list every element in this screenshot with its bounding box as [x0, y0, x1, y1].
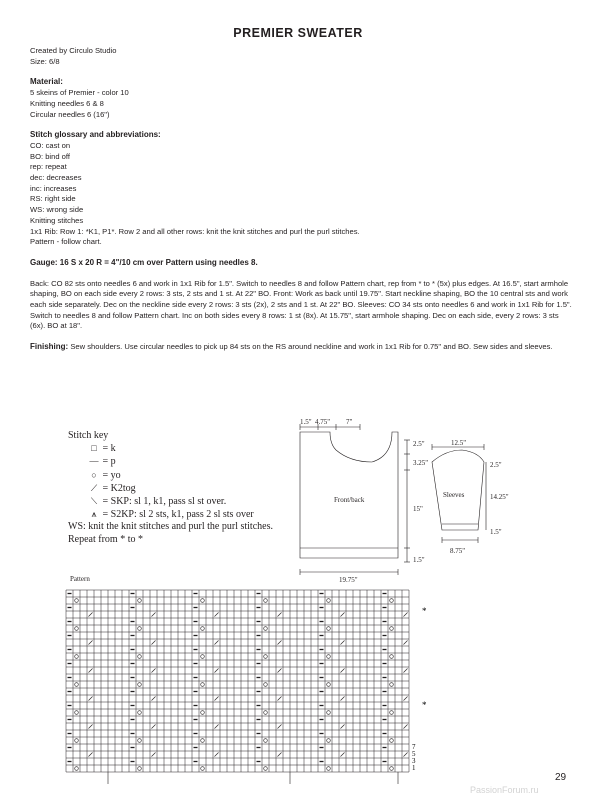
yo-stitch	[201, 599, 205, 603]
square-icon: □	[91, 443, 97, 454]
k2tog-stitch	[278, 725, 282, 729]
k2tog-stitch	[278, 641, 282, 645]
ws-note: WS: knit the knit stitches and purl the purl stitches.	[68, 521, 273, 533]
yo-stitch	[75, 767, 79, 771]
glossary-line: 1x1 Rib: Row 1: *K1, P1*. Row 2 and all other rows: knit the knit stitches and purl the purl stitches.	[30, 226, 360, 236]
glossary-line: RS: right side	[30, 194, 76, 204]
yo-stitch	[138, 767, 142, 771]
yo-stitch	[201, 739, 205, 743]
dim-sleeve-length: 14.25"	[490, 493, 509, 501]
yo-stitch	[327, 683, 331, 687]
glossary-line: Knitting stitches	[30, 215, 84, 225]
k2tog-stitch	[152, 641, 156, 645]
yo-stitch	[264, 627, 268, 631]
yo-stitch	[201, 711, 205, 715]
dim-width: 19.75"	[339, 576, 358, 584]
k2tog-stitch	[215, 753, 219, 757]
yo-stitch	[327, 655, 331, 659]
yo-stitch	[201, 655, 205, 659]
finishing-label: Finishing:	[30, 342, 69, 352]
page-title: PREMIER SWEATER	[233, 26, 363, 40]
yo-stitch	[390, 767, 394, 771]
k2tog-stitch	[152, 725, 156, 729]
dim-sleeve-cap: 2.5"	[490, 461, 502, 469]
pattern-label: Pattern	[70, 575, 90, 583]
k2tog-stitch	[215, 669, 219, 673]
chart-row-number: 7	[412, 743, 416, 751]
k2tog-stitch	[404, 753, 408, 757]
dim-body: 15"	[413, 505, 423, 513]
k2tog-stitch	[152, 697, 156, 701]
yo-stitch	[75, 711, 79, 715]
k2tog-stitch	[278, 697, 282, 701]
k2tog-stitch	[341, 669, 345, 673]
glossary-line: WS: wrong side	[30, 205, 84, 215]
glossary-line: CO: cast on	[30, 140, 71, 150]
k2tog-stitch	[152, 669, 156, 673]
repeat-mark: *	[422, 700, 427, 710]
yo-stitch	[138, 683, 142, 687]
yo-stitch	[390, 683, 394, 687]
credit-line: Created by Circulo Studio	[30, 46, 117, 55]
k2tog-stitch	[278, 753, 282, 757]
back-instructions: (6x). BO at 18".	[30, 321, 83, 331]
s2kp-icon: ⩚	[91, 509, 97, 520]
dim-neck-side: 4.75"	[315, 418, 331, 426]
stitch-key-item: — = p	[89, 456, 116, 468]
k2tog-stitch	[89, 641, 93, 645]
k2tog-stitch	[89, 613, 93, 617]
yo-stitch	[327, 599, 331, 603]
yo-stitch	[327, 711, 331, 715]
glossary-line: rep: repeat	[30, 162, 67, 172]
k2tog-stitch	[152, 613, 156, 617]
dash-icon: —	[89, 456, 99, 467]
k2tog-stitch	[215, 725, 219, 729]
yo-stitch	[201, 627, 205, 631]
glossary-line: Pattern - follow chart.	[30, 237, 102, 247]
k2tog-stitch	[89, 669, 93, 673]
stitch-key-item: ⟋ = K2tog	[68, 482, 318, 495]
yo-stitch	[138, 627, 142, 631]
back-instructions: Switch to needles 8 and follow Pattern chart. Inc on both sides every 8 rows: 1 st (8x). At 15.75", start armhole shaping. Dec on each side, every 2 rows: 3 sts	[30, 310, 559, 320]
dim-sleeve-bottom: 8.75"	[450, 547, 466, 555]
k2tog-stitch	[404, 613, 408, 617]
yo-stitch	[327, 627, 331, 631]
k2tog-icon: ⟋	[90, 482, 98, 493]
page-number: 29	[555, 772, 567, 783]
repeat-mark: *	[422, 606, 427, 616]
dim-sleeve-rib: 1.5"	[490, 528, 502, 536]
stitch-key-item: ⟍ = SKP: sl 1, k1, pass sl st over.	[68, 495, 318, 508]
yo-stitch	[264, 739, 268, 743]
skp-icon: ⟍	[90, 496, 98, 507]
yo-stitch	[138, 739, 142, 743]
k2tog-stitch	[89, 697, 93, 701]
yo-stitch	[201, 683, 205, 687]
k2tog-stitch	[341, 725, 345, 729]
watermark: PassionForum.ru	[470, 785, 539, 795]
back-instructions: shaping, BO on each side every 2 rows: 3 sts, 2 sts and 1 st. At 22" BO. Front: Work as back until 19.75". Start neckline shaping, BO the 10 central sts and work	[30, 289, 568, 299]
material-heading: Material:	[30, 77, 63, 87]
yo-stitch	[75, 627, 79, 631]
yo-stitch	[390, 599, 394, 603]
k2tog-stitch	[278, 669, 282, 673]
glossary-heading: Stitch glossary and abbreviations:	[30, 130, 161, 140]
yo-stitch	[75, 599, 79, 603]
yo-stitch	[75, 683, 79, 687]
dim-sleeve-top: 12.5"	[451, 439, 467, 447]
glossary-line: inc: increases	[30, 183, 77, 193]
stitch-key-item: □ = k	[68, 442, 318, 455]
material-line: Knitting needles 6 & 8	[30, 98, 104, 108]
k2tog-stitch	[215, 613, 219, 617]
yo-stitch	[75, 739, 79, 743]
dim-neck: 7"	[346, 418, 353, 426]
repeat-note: Repeat from * to *	[68, 533, 143, 545]
k2tog-stitch	[341, 753, 345, 757]
front-back-label: Front/back	[334, 496, 365, 504]
k2tog-stitch	[404, 669, 408, 673]
yo-stitch	[390, 739, 394, 743]
k2tog-stitch	[278, 613, 282, 617]
k2tog-stitch	[341, 613, 345, 617]
yo-stitch	[138, 655, 142, 659]
yo-stitch	[75, 655, 79, 659]
back-instructions: Back: CO 82 sts onto needles 6 and work in 1x1 Rib for 1.5". Switch to needles 8 and follow Pattern chart, rep from * to * (5x) plus edges. At 16.5", start armhole	[30, 278, 569, 288]
yo-stitch	[264, 683, 268, 687]
circle-icon: ○	[91, 469, 97, 480]
material-line: Circular needles 6 (16")	[30, 109, 110, 119]
stitch-key-title: Stitch key	[68, 430, 109, 441]
glossary-line: BO: bind off	[30, 151, 70, 161]
yo-stitch	[264, 655, 268, 659]
glossary-line: dec: decreases	[30, 173, 82, 183]
dim-arm-depth: 2.5"	[413, 440, 425, 448]
k2tog-stitch	[89, 753, 93, 757]
gauge-line: Gauge: 16 S x 20 R = 4"/10 cm over Pattern using needles 8.	[30, 257, 258, 267]
k2tog-stitch	[404, 697, 408, 701]
k2tog-stitch	[341, 697, 345, 701]
stitch-key-item: ○ = yo	[68, 469, 318, 482]
k2tog-stitch	[404, 641, 408, 645]
yo-stitch	[390, 627, 394, 631]
k2tog-stitch	[341, 641, 345, 645]
yo-stitch	[327, 767, 331, 771]
k2tog-stitch	[89, 725, 93, 729]
size-line: Size: 6/8	[30, 56, 60, 66]
yo-stitch	[264, 711, 268, 715]
yo-stitch	[138, 599, 142, 603]
chart-row-number: 3	[412, 757, 416, 765]
material-line: 5 skeins of Premier - color 10	[30, 88, 129, 98]
k2tog-stitch	[404, 725, 408, 729]
k2tog-stitch	[215, 697, 219, 701]
chart-row-number: 5	[412, 750, 416, 758]
k2tog-stitch	[215, 641, 219, 645]
dim-rib: 1.5"	[413, 556, 425, 564]
yo-stitch	[138, 711, 142, 715]
dim-shoulder: 1.5"	[300, 418, 312, 426]
yo-stitch	[390, 711, 394, 715]
chart-row-number: 1	[412, 764, 416, 772]
back-instructions: each side separately. Dec on the neckline side every 2 rows: 3 sts (2x), 2 sts and 1 st. At 22" BO. Sleeves: CO 34 sts onto needles 6 and work in 1x1 Rib for 1.5".	[30, 300, 572, 310]
yo-stitch	[264, 767, 268, 771]
yo-stitch	[264, 599, 268, 603]
yo-stitch	[201, 767, 205, 771]
yo-stitch	[327, 739, 331, 743]
k2tog-stitch	[152, 753, 156, 757]
dim-neck-depth: 3.25"	[413, 459, 429, 467]
stitch-key-item: ⩚ = S2KP: sl 2 sts, k1, pass 2 sl sts over	[68, 508, 318, 521]
sleeves-label: Sleeves	[443, 491, 465, 499]
finishing-text: Sew shoulders. Use circular needles to pick up 84 sts on the RS around neckline and work in 1x1 Rib for 0.75" and BO. Sew sides and sleeves.	[68, 342, 553, 352]
yo-stitch	[390, 655, 394, 659]
